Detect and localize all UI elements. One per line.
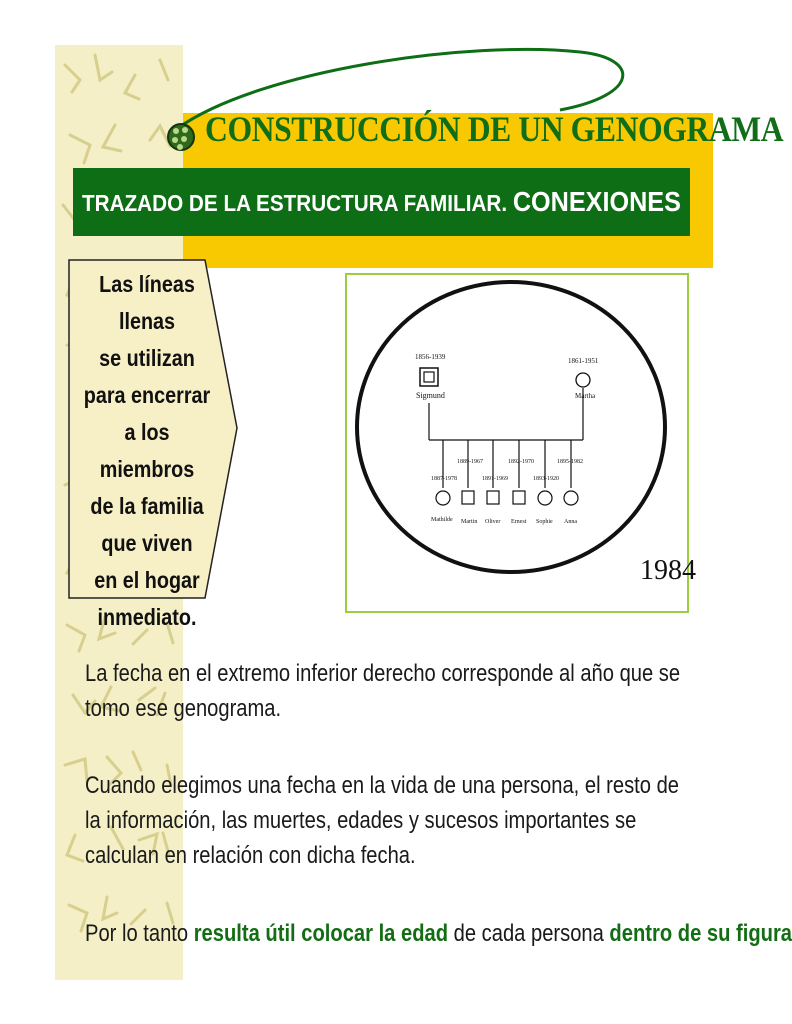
connection-lines [429,388,583,488]
female-circle [538,491,552,505]
paragraph-date-note: La fecha en el extremo inferior derecho corresponde al año que se tomo ese genograma. [85,660,681,722]
father-square [420,368,438,386]
conclusion-highlight-2: dentro de su figura [609,920,792,947]
seed-icon [166,117,196,157]
child-name: Martin [461,519,478,525]
child-dates: 1893-1920 [533,476,559,482]
paragraph-conclusion [85,916,792,951]
subtitle-part1: TRAZADO DE LA ESTRUCTURA FAMILIAR. [82,190,513,216]
household-ellipse [357,282,665,572]
mother-name: Martha [575,392,596,400]
child-dates: 1895-1982 [557,459,583,465]
father-dates: 1856-1939 [415,353,446,361]
conclusion-text-1: Por lo tanto [85,920,194,947]
callout-text: Las líneas llenas se utilizan para encerrar a los miembros de la familia que viven en el hogar inmediato. [83,271,211,630]
child-mathilde [431,476,457,523]
conclusion-highlight-1: resulta útil colocar la edad [193,920,449,947]
child-name: Ernest [511,519,527,525]
female-circle [436,491,450,505]
child-sophie [533,476,559,525]
conclusion-text-2: de cada persona [448,920,610,947]
slide-subtitle [82,186,681,218]
child-anna [557,459,583,525]
female-circle [564,491,578,505]
child-martin [457,459,483,525]
child-name: Sophie [536,519,553,525]
child-dates: 1892-1970 [508,459,534,465]
father-deceased-mark [424,372,434,382]
slide-title: CONSTRUCCIÓN DE UN GENOGRAMA [205,109,784,149]
male-square [487,491,499,504]
male-square [513,491,525,504]
child-name: Anna [564,519,577,525]
paragraph-date-choice: Cuando elegimos una fecha en la vida de una persona, el resto de la información, las muertes, edades y sucesos importantes se calculan en relación con dicha fecha. [85,772,680,869]
male-square [462,491,474,504]
genogram-year: 1984 [640,555,696,586]
child-dates: 1889-1967 [457,459,483,465]
child-dates: 1891-1969 [482,476,508,482]
orbit-swoosh [0,0,768,300]
genogram-diagram [345,273,689,613]
mother-dates: 1861-1951 [568,357,599,365]
child-name: Mathilde [431,517,453,523]
child-name: Oliver [485,519,501,525]
child-oliver [482,476,508,525]
child-dates: 1887-1978 [431,476,457,482]
mother-circle [576,373,590,387]
child-ernest [508,459,534,525]
father-name: Sigmund [416,391,445,400]
subtitle-part2: CONEXIONES [512,186,681,217]
